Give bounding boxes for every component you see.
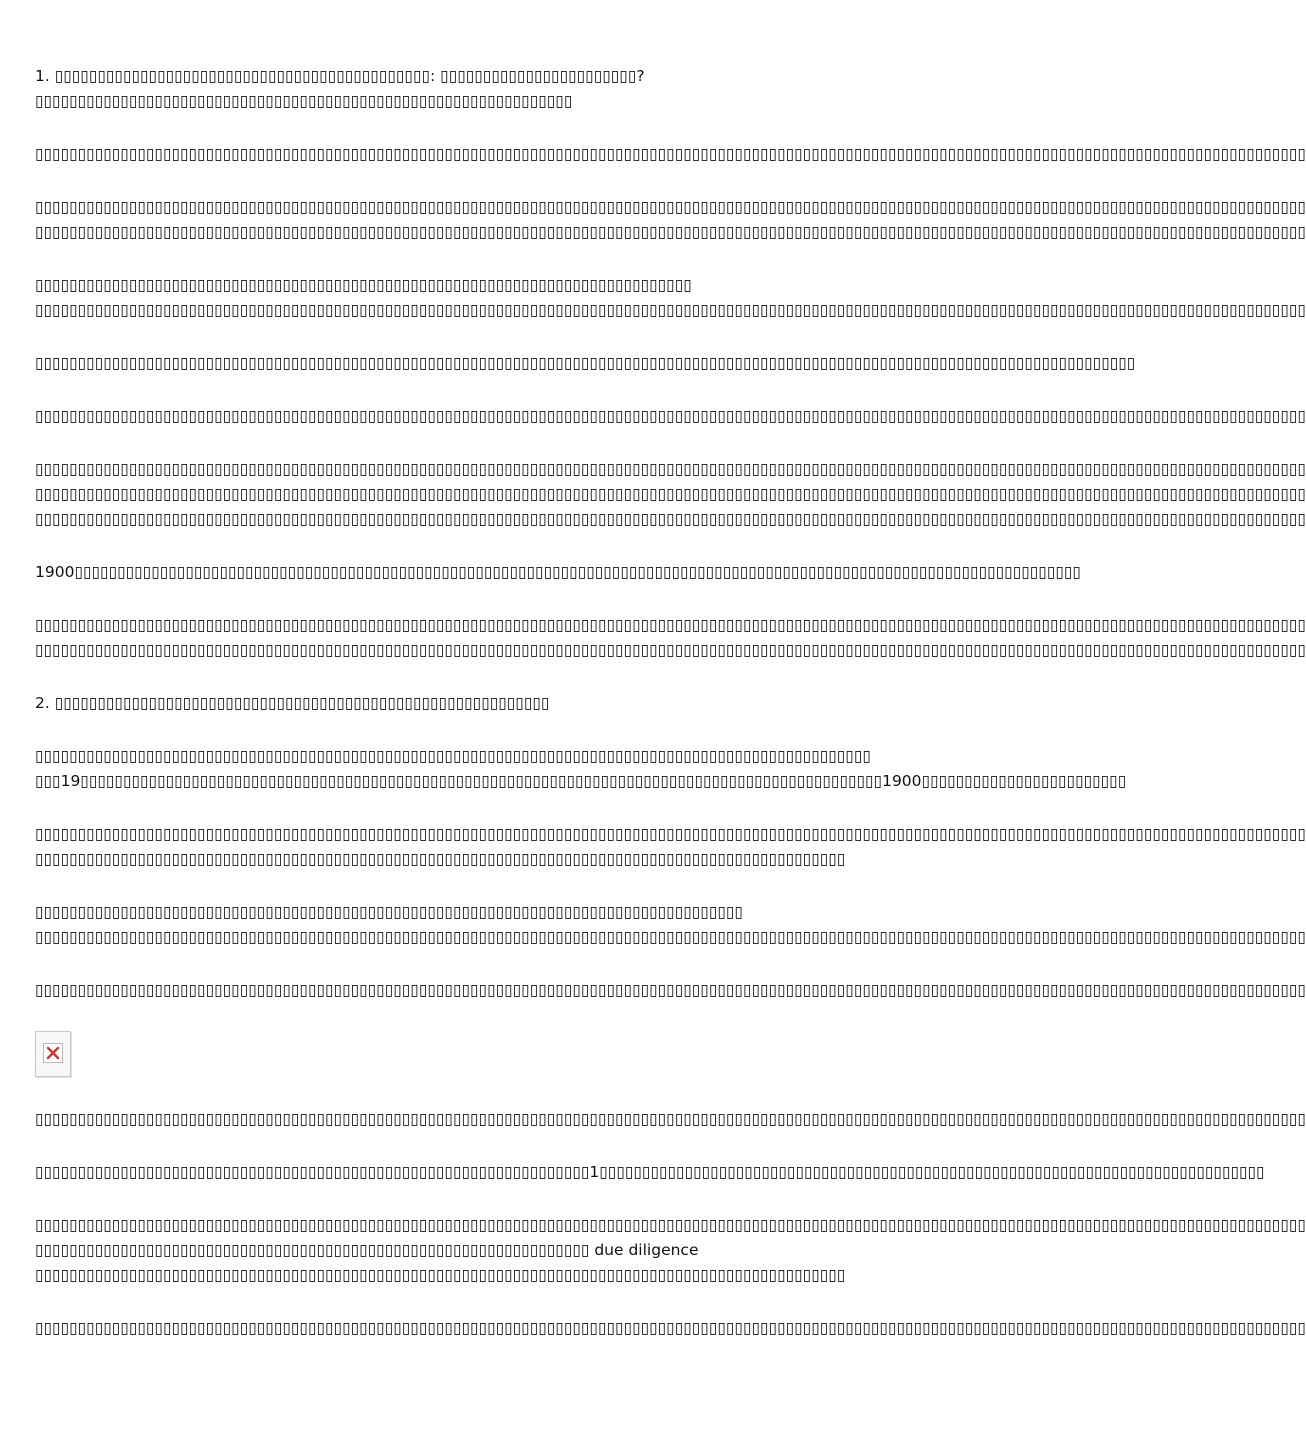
text-line: ▯▯▯▯▯▯▯▯▯▯▯▯▯▯▯▯▯▯▯▯▯▯▯▯▯▯▯▯▯▯▯▯▯▯▯▯▯▯▯▯▯▯▯▯▯▯▯▯▯▯▯▯▯▯▯▯▯▯▯▯▯▯▯▯▯▯▯▯▯▯▯▯▯▯▯▯▯▯▯▯▯▯▯▯▯▯▯▯▯▯▯▯▯▯▯▯▯▯▯▯▯▯▯▯▯▯▯▯▯▯▯▯▯▯▯▯▯▯▯▯▯▯▯▯▯▯▯▯▯▯▯▯▯▯▯▯▯▯▯▯▯▯▯▯▯▯▯▯▯ [35,460,1306,478]
paragraph [35,142,1306,167]
broken-image-placeholder [35,1031,71,1077]
text-line: ▯▯▯▯▯▯▯▯▯▯▯▯▯▯▯▯▯▯▯▯▯▯▯▯▯▯▯▯▯▯▯▯▯▯▯▯▯▯▯▯▯▯▯▯▯▯▯▯▯▯▯▯▯▯▯▯▯▯▯▯▯▯▯▯▯▯▯▯▯▯▯▯▯▯▯▯▯▯▯▯▯▯▯▯▯▯▯▯▯▯▯▯▯▯▯▯▯▯▯▯▯▯▯▯▯▯▯▯▯▯▯▯▯▯▯▯▯▯▯▯▯▯▯▯▯▯▯▯▯▯▯▯▯▯▯▯▯▯▯▯▯▯▯▯▯▯▯▯▯ [35,616,1306,634]
paragraph [35,744,1127,794]
text-line: ▯▯▯▯▯▯▯▯▯▯▯▯▯▯▯▯▯▯▯▯▯▯▯▯▯▯▯▯▯▯▯▯▯▯▯▯▯▯▯▯▯▯▯▯▯▯▯▯▯▯▯▯▯▯▯▯▯▯▯▯▯▯▯▯▯▯▯▯▯▯▯▯▯▯▯▯▯▯▯▯▯▯▯▯▯▯▯▯▯▯▯▯▯▯▯▯▯▯▯▯▯▯▯▯▯▯▯▯▯▯▯▯▯▯▯▯▯▯▯▯▯▯▯▯▯▯▯▯▯ [35,354,1136,372]
text-line: ▯▯▯▯▯▯▯▯▯▯▯▯▯▯▯▯▯▯▯▯▯▯▯▯▯▯▯▯▯▯▯▯▯▯▯▯▯▯▯▯▯▯▯▯▯▯▯▯▯▯▯▯▯▯▯▯▯▯▯▯▯▯▯▯▯▯▯▯▯▯▯▯▯▯▯▯▯ [35,276,692,294]
paragraph [35,195,1306,245]
text-line: ▯▯▯▯▯▯▯▯▯▯▯▯▯▯▯▯▯▯▯▯▯▯▯▯▯▯▯▯▯▯▯▯▯▯▯▯▯▯▯▯▯▯▯▯▯▯▯▯▯▯▯▯▯▯▯▯▯▯▯▯▯▯▯▯▯▯▯▯▯▯▯▯▯▯▯▯▯▯▯▯▯▯▯▯▯▯▯▯▯▯▯▯▯▯▯▯▯▯▯▯▯▯▯▯▯▯▯▯▯▯▯▯▯▯▯▯▯▯▯▯▯▯▯▯▯▯▯▯▯▯▯▯▯▯▯▯▯▯▯▯▯▯▯▯▯▯▯▯▯ [35,510,1306,528]
paragraph [35,822,1306,872]
paragraph [35,351,1136,376]
text-line: ▯▯▯▯▯▯▯▯▯▯▯▯▯▯▯▯▯▯▯▯▯▯▯▯▯▯▯▯▯▯▯▯▯▯▯▯▯▯▯▯▯▯▯▯▯▯▯▯▯▯▯▯▯▯▯▯▯▯▯▯▯▯▯▯▯▯▯▯▯▯▯▯▯▯▯▯▯▯▯▯▯▯▯▯▯▯▯▯▯▯▯▯▯▯▯ [35,850,846,868]
text-line: ▯▯▯▯▯▯▯▯▯▯▯▯▯▯▯▯▯▯▯▯▯▯▯▯▯▯▯▯▯▯▯▯▯▯▯▯▯▯▯▯▯▯▯▯▯▯▯▯▯▯▯▯▯▯▯▯▯▯▯▯▯▯▯▯▯▯▯▯▯▯▯▯▯▯▯▯▯▯▯▯▯▯▯▯▯▯▯▯▯▯▯▯▯▯▯▯▯▯▯▯▯▯▯▯▯▯▯▯▯▯▯▯▯▯▯▯▯▯▯▯▯▯▯▯▯▯▯▯▯▯▯▯▯▯▯▯▯▯▯▯▯▯▯▯▯▯▯▯▯ [35,145,1306,163]
text-line: ▯▯▯▯▯▯▯▯▯▯▯▯▯▯▯▯▯▯▯▯▯▯▯▯▯▯▯▯▯▯▯▯▯▯▯▯▯▯▯▯▯▯▯▯▯▯▯▯▯▯▯▯▯▯▯▯▯▯▯▯▯▯▯ [35,92,573,110]
paragraph [35,404,1306,429]
paragraph [35,900,1306,950]
text-line: ▯▯▯▯▯▯▯▯▯▯▯▯▯▯▯▯▯▯▯▯▯▯▯▯▯▯▯▯▯▯▯▯▯▯▯▯▯▯▯▯▯▯▯▯▯▯▯▯▯▯▯▯▯▯▯▯▯▯▯▯▯▯▯▯▯ due diligence [35,1241,699,1259]
text-line: ▯▯▯▯▯▯▯▯▯▯▯▯▯▯▯▯▯▯▯▯▯▯▯▯▯▯▯▯▯▯▯▯▯▯▯▯▯▯▯▯▯▯▯▯▯▯▯▯▯▯▯▯▯▯▯▯▯▯▯▯▯▯▯▯▯▯▯▯▯▯▯▯▯▯▯▯▯▯▯▯▯▯▯▯▯▯▯▯▯▯▯▯▯▯▯▯▯▯▯▯▯▯▯▯▯▯▯▯▯▯▯▯▯▯▯▯▯▯▯▯▯▯▯▯▯▯▯▯▯▯▯▯▯▯▯▯▯▯▯▯▯▯▯▯▯▯▯▯▯ [35,485,1306,503]
paragraph [35,1107,1306,1132]
text-line: ▯▯▯▯▯▯▯▯▯▯▯▯▯▯▯▯▯▯▯▯▯▯▯▯▯▯▯▯▯▯▯▯▯▯▯▯▯▯▯▯▯▯▯▯▯▯▯▯▯▯▯▯▯▯▯▯▯▯▯▯▯▯▯▯▯▯▯▯▯▯▯▯▯▯▯▯▯▯▯▯▯▯▯▯▯▯▯▯▯▯▯▯▯▯▯▯▯▯▯▯▯▯▯▯▯▯▯▯▯▯▯▯▯▯▯▯▯▯▯▯▯▯▯▯▯▯▯▯▯▯▯▯▯▯▯▯▯▯▯▯▯▯▯▯▯▯▯▯▯ [35,928,1306,946]
text-line: ▯▯▯▯▯▯▯▯▯▯▯▯▯▯▯▯▯▯▯▯▯▯▯▯▯▯▯▯▯▯▯▯▯▯▯▯▯▯▯▯▯▯▯▯▯▯▯▯▯▯▯▯▯▯▯▯▯▯▯▯▯▯▯▯▯▯▯▯▯▯▯▯▯▯▯▯▯▯▯▯▯▯▯▯▯▯▯▯▯▯▯▯▯▯▯▯▯▯▯▯▯▯▯▯▯▯▯▯▯▯▯▯▯▯▯▯▯▯▯▯▯▯▯▯▯▯▯▯▯▯▯▯▯▯▯▯▯▯▯▯▯▯▯▯▯▯▯▯▯ [35,825,1306,843]
text-line: ▯▯▯▯▯▯▯▯▯▯▯▯▯▯▯▯▯▯▯▯▯▯▯▯▯▯▯▯▯▯▯▯▯▯▯▯▯▯▯▯▯▯▯▯▯▯▯▯▯▯▯▯▯▯▯▯▯▯▯▯▯▯▯▯▯▯▯▯▯▯▯▯▯▯▯▯▯▯▯▯▯▯▯ [35,903,743,921]
paragraph [35,273,1306,323]
document-body-continued [35,1107,1306,1341]
text-line: ▯▯▯▯▯▯▯▯▯▯▯▯▯▯▯▯▯▯▯▯▯▯▯▯▯▯▯▯▯▯▯▯▯▯▯▯▯▯▯▯▯▯▯▯▯▯▯▯▯▯▯▯▯▯▯▯▯▯▯▯▯▯▯▯▯▯▯▯▯▯▯▯▯▯▯▯▯▯▯▯▯▯▯▯▯▯▯▯▯▯▯▯▯▯▯▯▯▯▯▯▯▯▯▯▯▯▯▯▯▯▯▯▯▯▯▯▯▯▯▯▯▯▯▯▯▯▯▯▯▯▯▯▯▯▯▯▯▯▯▯▯▯▯▯▯▯▯▯▯ [35,641,1306,659]
text-line: ▯▯▯▯▯▯▯▯▯▯▯▯▯▯▯▯▯▯▯▯▯▯▯▯▯▯▯▯▯▯▯▯▯▯▯▯▯▯▯▯▯▯▯▯▯▯▯▯▯▯▯▯▯▯▯▯▯▯▯▯▯▯▯▯▯▯▯▯▯▯▯▯▯▯▯▯▯▯▯▯▯▯▯▯▯▯▯▯▯▯▯▯▯▯▯ [35,1266,846,1284]
document-body [35,64,1306,1003]
paragraph [35,613,1306,663]
text-line: ▯▯▯▯▯▯▯▯▯▯▯▯▯▯▯▯▯▯▯▯▯▯▯▯▯▯▯▯▯▯▯▯▯▯▯▯▯▯▯▯▯▯▯▯▯▯▯▯▯▯▯▯▯▯▯▯▯▯▯▯▯▯▯▯▯▯▯▯▯▯▯▯▯▯▯▯▯▯▯▯▯▯▯▯▯▯▯▯▯▯▯▯▯▯▯▯▯▯▯▯▯▯▯▯▯▯▯▯▯▯▯▯▯▯▯▯▯▯▯▯▯▯▯▯▯▯▯▯▯▯▯▯▯▯▯▯▯▯▯▯▯▯▯▯▯▯▯▯▯ [35,301,1306,319]
text-line: 1900▯▯▯▯▯▯▯▯▯▯▯▯▯▯▯▯▯▯▯▯▯▯▯▯▯▯▯▯▯▯▯▯▯▯▯▯▯▯▯▯▯▯▯▯▯▯▯▯▯▯▯▯▯▯▯▯▯▯▯▯▯▯▯▯▯▯▯▯▯▯▯▯▯▯▯▯▯▯▯▯▯▯▯▯▯▯▯▯▯▯▯▯▯▯▯▯▯▯▯▯▯▯▯▯▯▯▯▯▯▯▯▯▯▯▯▯▯▯ [35,563,1081,581]
paragraph [35,64,990,114]
text-line: ▯▯▯▯▯▯▯▯▯▯▯▯▯▯▯▯▯▯▯▯▯▯▯▯▯▯▯▯▯▯▯▯▯▯▯▯▯▯▯▯▯▯▯▯▯▯▯▯▯▯▯▯▯▯▯▯▯▯▯▯▯▯▯▯▯▯▯▯▯▯▯▯▯▯▯▯▯▯▯▯▯▯▯▯▯▯▯▯▯▯▯▯▯▯▯▯▯▯ [35,747,871,765]
paragraph [35,560,1081,585]
paragraph [35,1213,1306,1288]
paragraph [35,978,1306,1003]
paragraph [35,457,1306,532]
paragraph [35,691,990,716]
text-line: 1. ▯▯▯▯▯▯▯▯▯▯▯▯▯▯▯▯▯▯▯▯▯▯▯▯▯▯▯▯▯▯▯▯▯▯▯▯▯▯▯▯▯▯▯▯: ▯▯▯▯▯▯▯▯▯▯▯▯▯▯▯▯▯▯▯▯▯▯▯? [35,67,645,85]
text-line: ▯▯▯▯▯▯▯▯▯▯▯▯▯▯▯▯▯▯▯▯▯▯▯▯▯▯▯▯▯▯▯▯▯▯▯▯▯▯▯▯▯▯▯▯▯▯▯▯▯▯▯▯▯▯▯▯▯▯▯▯▯▯▯▯▯▯▯▯▯▯▯▯▯▯▯▯▯▯▯▯▯▯▯▯▯▯▯▯▯▯▯▯▯▯▯▯▯▯▯▯▯▯▯▯▯▯▯▯▯▯▯▯▯▯▯▯▯▯▯▯▯▯▯▯▯▯▯▯▯▯▯▯▯▯▯▯▯▯▯▯▯▯▯▯▯▯▯▯▯ [35,1110,1306,1128]
paragraph [35,1160,1265,1185]
paragraph [35,1316,1306,1341]
text-line: ▯▯▯▯▯▯▯▯▯▯▯▯▯▯▯▯▯▯▯▯▯▯▯▯▯▯▯▯▯▯▯▯▯▯▯▯▯▯▯▯▯▯▯▯▯▯▯▯▯▯▯▯▯▯▯▯▯▯▯▯▯▯▯▯▯▯▯▯▯▯▯▯▯▯▯▯▯▯▯▯▯▯▯▯▯▯▯▯▯▯▯▯▯▯▯▯▯▯▯▯▯▯▯▯▯▯▯▯▯▯▯▯▯▯▯▯▯▯▯▯▯▯▯▯▯▯▯▯▯▯▯▯▯▯▯▯▯▯▯▯▯▯▯▯▯▯▯▯▯ [35,198,1306,216]
text-line: ▯▯▯▯▯▯▯▯▯▯▯▯▯▯▯▯▯▯▯▯▯▯▯▯▯▯▯▯▯▯▯▯▯▯▯▯▯▯▯▯▯▯▯▯▯▯▯▯▯▯▯▯▯▯▯▯▯▯▯▯▯▯▯▯▯1▯▯▯▯▯▯▯▯▯▯▯▯▯▯▯▯▯▯▯▯▯▯▯▯▯▯▯▯▯▯▯▯▯▯▯▯▯▯▯▯▯▯▯▯▯▯▯▯▯▯▯▯▯▯▯▯▯▯▯▯▯▯▯▯▯▯▯▯▯▯▯▯▯▯▯▯▯▯ [35,1163,1265,1181]
document-page [35,64,1306,1434]
text-line: ▯▯▯▯▯▯▯▯▯▯▯▯▯▯▯▯▯▯▯▯▯▯▯▯▯▯▯▯▯▯▯▯▯▯▯▯▯▯▯▯▯▯▯▯▯▯▯▯▯▯▯▯▯▯▯▯▯▯▯▯▯▯▯▯▯▯▯▯▯▯▯▯▯▯▯▯▯▯▯▯▯▯▯▯▯▯▯▯▯▯▯▯▯▯▯▯▯▯▯▯▯▯▯▯▯▯▯▯▯▯▯▯▯▯▯▯▯▯▯▯▯▯▯▯▯▯▯▯▯▯▯▯▯▯▯▯▯▯▯▯▯▯▯▯▯▯▯▯▯ [35,1216,1306,1234]
text-line: 2. ▯▯▯▯▯▯▯▯▯▯▯▯▯▯▯▯▯▯▯▯▯▯▯▯▯▯▯▯▯▯▯▯▯▯▯▯▯▯▯▯▯▯▯▯▯▯▯▯▯▯▯▯▯▯▯▯▯▯ [35,694,550,712]
broken-image-icon [43,1043,63,1063]
text-line: ▯▯▯▯▯▯▯▯▯▯▯▯▯▯▯▯▯▯▯▯▯▯▯▯▯▯▯▯▯▯▯▯▯▯▯▯▯▯▯▯▯▯▯▯▯▯▯▯▯▯▯▯▯▯▯▯▯▯▯▯▯▯▯▯▯▯▯▯▯▯▯▯▯▯▯▯▯▯▯▯▯▯▯▯▯▯▯▯▯▯▯▯▯▯▯▯▯▯▯▯▯▯▯▯▯▯▯▯▯▯▯▯▯▯▯▯▯▯▯▯▯▯▯▯▯▯▯▯▯▯▯▯▯▯▯▯▯▯▯▯▯▯▯▯▯▯▯▯▯ [35,407,1306,425]
text-line: ▯▯▯19▯▯▯▯▯▯▯▯▯▯▯▯▯▯▯▯▯▯▯▯▯▯▯▯▯▯▯▯▯▯▯▯▯▯▯▯▯▯▯▯▯▯▯▯▯▯▯▯▯▯▯▯▯▯▯▯▯▯▯▯▯▯▯▯▯▯▯▯▯▯▯▯▯▯▯▯▯▯▯▯▯▯▯▯▯▯▯▯▯▯▯▯▯▯1900▯▯▯▯▯▯▯▯▯▯▯▯▯▯▯▯▯▯▯▯▯▯▯▯ [35,772,1127,790]
text-line: ▯▯▯▯▯▯▯▯▯▯▯▯▯▯▯▯▯▯▯▯▯▯▯▯▯▯▯▯▯▯▯▯▯▯▯▯▯▯▯▯▯▯▯▯▯▯▯▯▯▯▯▯▯▯▯▯▯▯▯▯▯▯▯▯▯▯▯▯▯▯▯▯▯▯▯▯▯▯▯▯▯▯▯▯▯▯▯▯▯▯▯▯▯▯▯▯▯▯▯▯▯▯▯▯▯▯▯▯▯▯▯▯▯▯▯▯▯▯▯▯▯▯▯▯▯▯▯▯▯▯▯▯▯▯▯▯▯▯▯▯▯▯▯▯▯▯▯▯▯ [35,981,1306,999]
text-line: ▯▯▯▯▯▯▯▯▯▯▯▯▯▯▯▯▯▯▯▯▯▯▯▯▯▯▯▯▯▯▯▯▯▯▯▯▯▯▯▯▯▯▯▯▯▯▯▯▯▯▯▯▯▯▯▯▯▯▯▯▯▯▯▯▯▯▯▯▯▯▯▯▯▯▯▯▯▯▯▯▯▯▯▯▯▯▯▯▯▯▯▯▯▯▯▯▯▯▯▯▯▯▯▯▯▯▯▯▯▯▯▯▯▯▯▯▯▯▯▯▯▯▯▯▯▯▯▯▯▯▯▯▯▯▯▯▯▯▯▯▯▯▯▯▯▯▯▯▯ [35,223,1306,241]
text-line: ▯▯▯▯▯▯▯▯▯▯▯▯▯▯▯▯▯▯▯▯▯▯▯▯▯▯▯▯▯▯▯▯▯▯▯▯▯▯▯▯▯▯▯▯▯▯▯▯▯▯▯▯▯▯▯▯▯▯▯▯▯▯▯▯▯▯▯▯▯▯▯▯▯▯▯▯▯▯▯▯▯▯▯▯▯▯▯▯▯▯▯▯▯▯▯▯▯▯▯▯▯▯▯▯▯▯▯▯▯▯▯▯▯▯▯▯▯▯▯▯▯▯▯▯▯▯▯▯▯▯▯▯▯▯▯▯▯▯▯▯▯▯▯▯▯▯▯▯▯ [35,1319,1306,1337]
